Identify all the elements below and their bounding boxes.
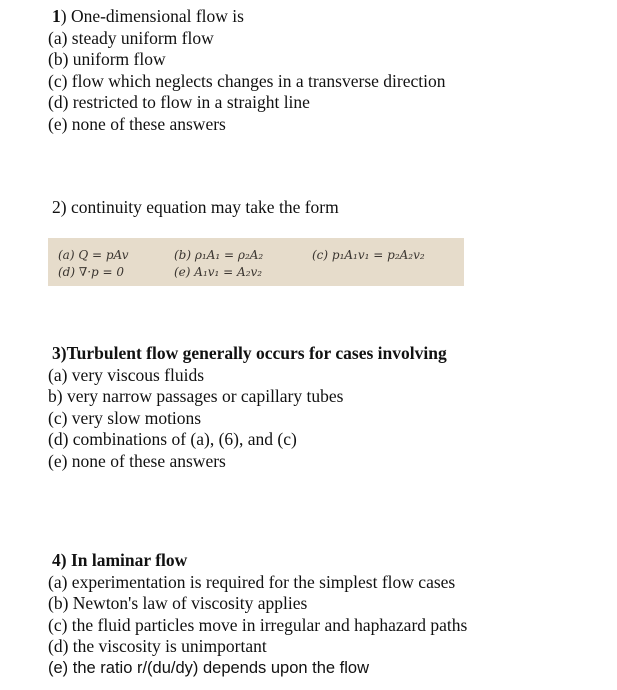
q3-option-e: (e) none of these answers bbox=[48, 451, 226, 471]
formula-c: (c) p₁A₁v₁ = p₂A₂v₂ bbox=[312, 248, 425, 262]
q1-option-e: (e) none of these answers bbox=[48, 114, 226, 134]
q3-option-c: (c) very slow motions bbox=[48, 408, 202, 428]
question-1-number: 1 bbox=[52, 6, 61, 26]
formula-b: (b) ρ₁A₁ = ρ₂A₂ bbox=[174, 248, 264, 262]
question-2-text: 2) continuity equation may take the form bbox=[52, 197, 339, 217]
q1-option-c: (c) flow which neglects changes in a transverse direction bbox=[48, 71, 446, 91]
q1-option-d: (d) restricted to flow in a straight line bbox=[48, 92, 310, 112]
formula-image bbox=[48, 238, 464, 286]
formula-a: (a) Q = pAv bbox=[58, 248, 129, 262]
formula-e: (e) A₁v₁ = A₂v₂ bbox=[174, 265, 263, 279]
q3-option-d: (d) combinations of (a), (6), and (c) bbox=[48, 429, 297, 449]
formula-d: (d) ∇·p = 0 bbox=[58, 265, 125, 279]
q4-option-e: (e) the ratio r/(du/dy) depends upon the flow bbox=[48, 659, 370, 677]
question-1-text: ) One-dimensional flow is bbox=[60, 6, 244, 26]
q4-option-b: (b) Newton's law of viscosity applies bbox=[48, 593, 308, 613]
question-3-text: 3)Turbulent flow generally occurs for cases involving bbox=[52, 343, 447, 363]
q1-option-b: (b) uniform flow bbox=[48, 49, 166, 69]
question-1 bbox=[52, 6, 244, 27]
q4-option-a: (a) experimentation is required for the simplest flow cases bbox=[48, 572, 456, 592]
q3-option-b: b) very narrow passages or capillary tubes bbox=[48, 386, 344, 406]
q4-option-c: (c) the fluid particles move in irregular and haphazard paths bbox=[48, 615, 468, 635]
q1-option-a: (a) steady uniform flow bbox=[48, 28, 214, 48]
q4-option-d: (d) the viscosity is unimportant bbox=[48, 636, 267, 656]
question-4-text: 4) In laminar flow bbox=[52, 550, 188, 570]
q3-option-a: (a) very viscous fluids bbox=[48, 365, 205, 385]
